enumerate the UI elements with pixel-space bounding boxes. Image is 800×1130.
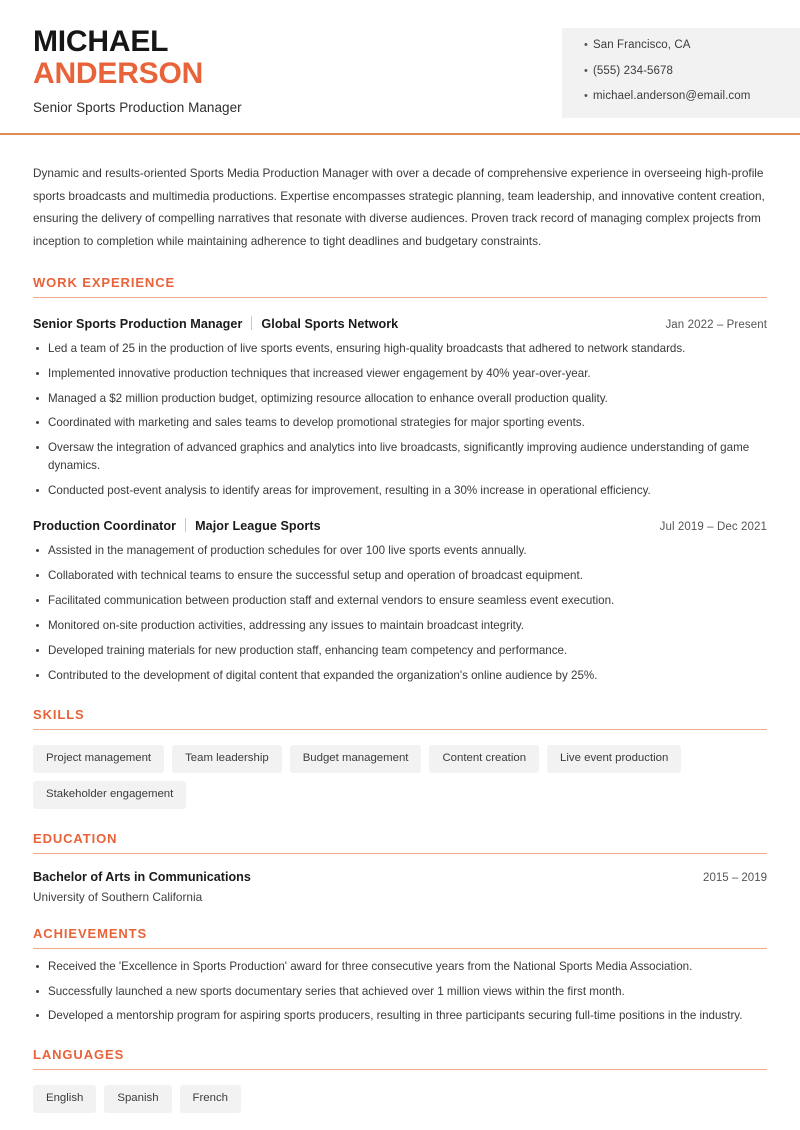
professional-summary: Dynamic and results-oriented Sports Media Production Manager with over a decade of comprehensive experience in overseeing high-profile sports broadcasts and multimedia productions. Expertise encompasses strategic planning, team leadership, and innovative content creation, ensuring the delivery of compelling narratives that resonate with diverse audiences. Proven track record of managing complex projects from inception to completion while maintaining adherence to tight deadlines and budgetary constraints. xyxy=(33,166,765,248)
list-item: Oversaw the integration of advanced graphics and analytics into live broadcasts, significantly improving audience understanding of game dynamics. xyxy=(33,439,767,475)
experience-company: Global Sports Network xyxy=(261,316,399,331)
language-chip: Spanish xyxy=(104,1085,171,1113)
separator-icon xyxy=(251,316,252,330)
education-entry xyxy=(33,870,767,904)
section-divider xyxy=(33,729,767,730)
list-item: Assisted in the management of production schedules for over 100 live sports events annually. xyxy=(33,542,767,560)
contact-panel xyxy=(562,28,800,118)
education-entry-header xyxy=(33,870,767,884)
experience-entry-header xyxy=(33,314,767,331)
achievements-list xyxy=(33,958,767,1026)
list-item: Monitored on-site production activities, addressing any issues to maintain broadcast integrity. xyxy=(33,617,767,635)
section-divider xyxy=(33,297,767,298)
last-name: ANDERSON xyxy=(33,56,204,90)
list-item: Developed a mentorship program for aspiring sports producers, resulting in three participants securing full-time positions in the industry. xyxy=(33,1007,767,1025)
contact-phone[interactable] xyxy=(584,66,800,78)
bullet-icon: • xyxy=(584,90,588,102)
identity-block xyxy=(33,26,242,115)
experience-bullets xyxy=(33,542,767,685)
list-item: Led a team of 25 in the production of live sports events, ensuring high-quality broadcasts that adhered to network standards. xyxy=(33,340,767,358)
list-item: Successfully launched a new sports documentary series that achieved over 1 million views within the first month. xyxy=(33,983,767,1001)
separator-icon xyxy=(185,518,186,532)
experience-entry-header xyxy=(33,516,767,533)
list-item: Facilitated communication between production staff and external vendors to ensure seamless event execution. xyxy=(33,592,767,610)
experience-role: Senior Sports Production Manager xyxy=(33,316,243,331)
bullet-icon: • xyxy=(584,64,588,77)
skill-chip: Team leadership xyxy=(172,745,282,773)
skill-chip: Stakeholder engagement xyxy=(33,781,186,809)
experience-entry xyxy=(33,314,767,501)
resume-header xyxy=(0,0,800,136)
skill-chip: Project management xyxy=(33,745,164,773)
section-skills xyxy=(33,707,767,808)
list-item: Contributed to the development of digital content that expanded the organization's online audience by 25%. xyxy=(33,667,767,685)
contact-location-text: San Francisco, CA xyxy=(593,39,691,51)
experience-role: Production Coordinator xyxy=(33,519,177,534)
first-name: MICHAEL xyxy=(33,25,169,58)
contact-email-text: michael.anderson@email.com xyxy=(593,90,751,102)
experience-company: Major League Sports xyxy=(195,519,321,534)
section-divider xyxy=(33,853,767,854)
contact-phone-text: (555) 234-5678 xyxy=(593,64,674,77)
list-item: Implemented innovative production techniques that increased viewer engagement by 40% year-over-year. xyxy=(33,365,767,383)
section-title-education: EDUCATION xyxy=(33,830,118,846)
list-item: Coordinated with marketing and sales teams to develop promotional strategies for major sporting events. xyxy=(33,414,767,432)
section-languages xyxy=(33,1047,767,1113)
list-item: Conducted post-event analysis to identify areas for improvement, resulting in a 30% increase in operational efficiency. xyxy=(33,482,767,500)
skill-chip: Budget management xyxy=(290,745,422,773)
header-divider xyxy=(0,133,800,135)
contact-email[interactable] xyxy=(584,91,800,103)
list-item: Managed a $2 million production budget, optimizing resource allocation to enhance overall production quality. xyxy=(33,390,767,408)
section-title-achievements: ACHIEVEMENTS xyxy=(33,925,148,941)
section-divider xyxy=(33,1069,767,1070)
education-school: University of Southern California xyxy=(33,889,203,904)
section-achievements xyxy=(33,926,767,1026)
section-work-experience xyxy=(33,275,767,686)
skills-chip-list xyxy=(33,745,767,808)
skill-chip: Content creation xyxy=(429,745,539,773)
resume-body xyxy=(0,162,800,1113)
experience-title xyxy=(33,314,398,331)
education-degree: Bachelor of Arts in Communications xyxy=(33,869,251,884)
education-date: 2015 – 2019 xyxy=(703,871,767,884)
list-item: Developed training materials for new production staff, enhancing team competency and performance. xyxy=(33,642,767,660)
experience-title xyxy=(33,516,321,533)
section-title-work-experience: WORK EXPERIENCE xyxy=(33,274,176,290)
contact-location xyxy=(584,40,800,52)
list-item: Received the 'Excellence in Sports Production' award for three consecutive years from the National Sports Media Association. xyxy=(33,958,767,976)
bullet-icon: • xyxy=(584,39,588,51)
experience-bullets xyxy=(33,340,767,501)
languages-chip-list xyxy=(33,1085,767,1113)
skill-chip: Live event production xyxy=(547,745,681,773)
section-title-languages: LANGUAGES xyxy=(33,1047,125,1063)
page-title: Senior Sports Production Manager xyxy=(33,99,242,115)
section-divider xyxy=(33,948,767,949)
experience-date: Jan 2022 – Present xyxy=(665,318,767,331)
section-title-skills: SKILLS xyxy=(33,707,85,723)
language-chip: English xyxy=(33,1085,96,1113)
experience-entry xyxy=(33,516,767,685)
language-chip: French xyxy=(180,1085,241,1113)
list-item: Collaborated with technical teams to ensure the successful setup and operation of broadcast equipment. xyxy=(33,567,767,585)
section-education xyxy=(33,831,767,904)
experience-date: Jul 2019 – Dec 2021 xyxy=(659,521,767,534)
